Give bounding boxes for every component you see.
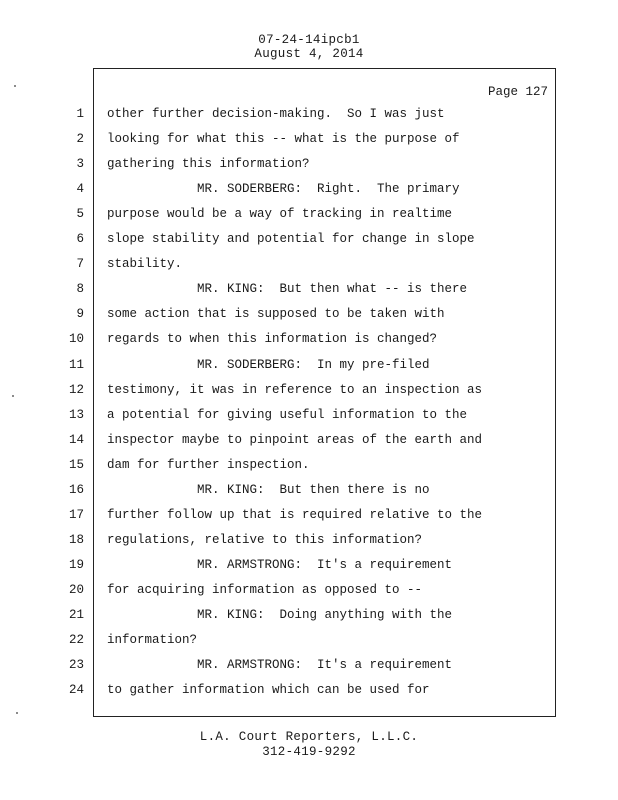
line-number: 11 [68, 357, 84, 372]
transcript-line-text: further follow up that is required relative to the [107, 507, 483, 522]
transcript-line-text: MR. SODERBERG: In my pre-filed [107, 357, 430, 372]
line-number: 7 [76, 257, 84, 272]
transcript-line-text: stability. [107, 257, 183, 272]
footer-reporter-name: L.A. Court Reporters, L.L.C. [199, 730, 419, 744]
line-number: 2 [76, 132, 84, 147]
transcript-line-text: MR. KING: Doing anything with the [107, 608, 453, 622]
transcript-line-text: for acquiring information as opposed to -- [107, 582, 423, 597]
line-number: 4 [76, 182, 84, 197]
transcript-line-text: a potential for giving useful information to the [107, 407, 468, 422]
line-number: 9 [76, 307, 84, 322]
transcript-line-text: MR. ARMSTRONG: It's a requirement [107, 658, 453, 673]
transcript-line-text: MR. KING: But then what -- is there [107, 282, 468, 297]
header-line-1: 07-24-14ipcb1 [258, 33, 360, 47]
transcript-line-text: MR. KING: But then there is no [107, 482, 430, 497]
transcript-line-text: some action that is supposed to be taken with [107, 307, 445, 322]
transcript-line-text: to gather information which can be used for [107, 683, 430, 698]
transcript-line-text: information? [107, 633, 198, 648]
scan-speck [16, 712, 18, 714]
line-number: 10 [68, 332, 84, 347]
transcript-line-text: purpose would be a way of tracking in realtime [107, 207, 453, 222]
transcript-line-text: slope stability and potential for change in slope [107, 232, 475, 247]
line-number: 13 [68, 407, 84, 422]
transcript-line-text: MR. ARMSTRONG: It's a requirement [107, 557, 453, 572]
header-date: August 4, 2014 [254, 47, 364, 61]
transcript-line-text: regards to when this information is changed? [107, 332, 438, 347]
line-number: 3 [76, 157, 84, 172]
line-number: 12 [68, 382, 84, 397]
line-number: 14 [68, 432, 84, 447]
transcript-line-text: looking for what this -- what is the purpose of [107, 132, 460, 147]
transcript-line-text: inspector maybe to pinpoint areas of the earth and [107, 432, 483, 447]
line-number: 19 [68, 557, 84, 572]
line-number: 24 [68, 683, 84, 698]
line-number: 16 [68, 482, 84, 497]
line-number: 8 [76, 282, 84, 297]
transcript-line-text: regulations, relative to this information? [107, 532, 423, 547]
line-number: 21 [68, 608, 84, 622]
transcript-line-text: other further decision-making. So I was just [107, 107, 445, 121]
scan-speck [12, 395, 14, 397]
line-number: 22 [68, 633, 84, 648]
line-number: 23 [68, 658, 84, 673]
line-number: 18 [68, 532, 84, 547]
page-number: Page 127 [487, 85, 548, 99]
line-number: 6 [76, 232, 84, 247]
line-number: 15 [68, 457, 84, 472]
transcript-line-text: dam for further inspection. [107, 457, 310, 472]
line-number: 1 [76, 107, 84, 121]
scan-speck [14, 85, 16, 87]
transcript-line-text: testimony, it was in reference to an inspection as [107, 382, 483, 397]
transcript-line-text: gathering this information? [107, 157, 310, 172]
line-number: 20 [68, 582, 84, 597]
footer-phone: 312-419-9292 [262, 745, 356, 759]
line-number: 17 [68, 507, 84, 522]
line-number: 5 [76, 207, 84, 222]
transcript-line-text: MR. SODERBERG: Right. The primary [107, 182, 460, 197]
